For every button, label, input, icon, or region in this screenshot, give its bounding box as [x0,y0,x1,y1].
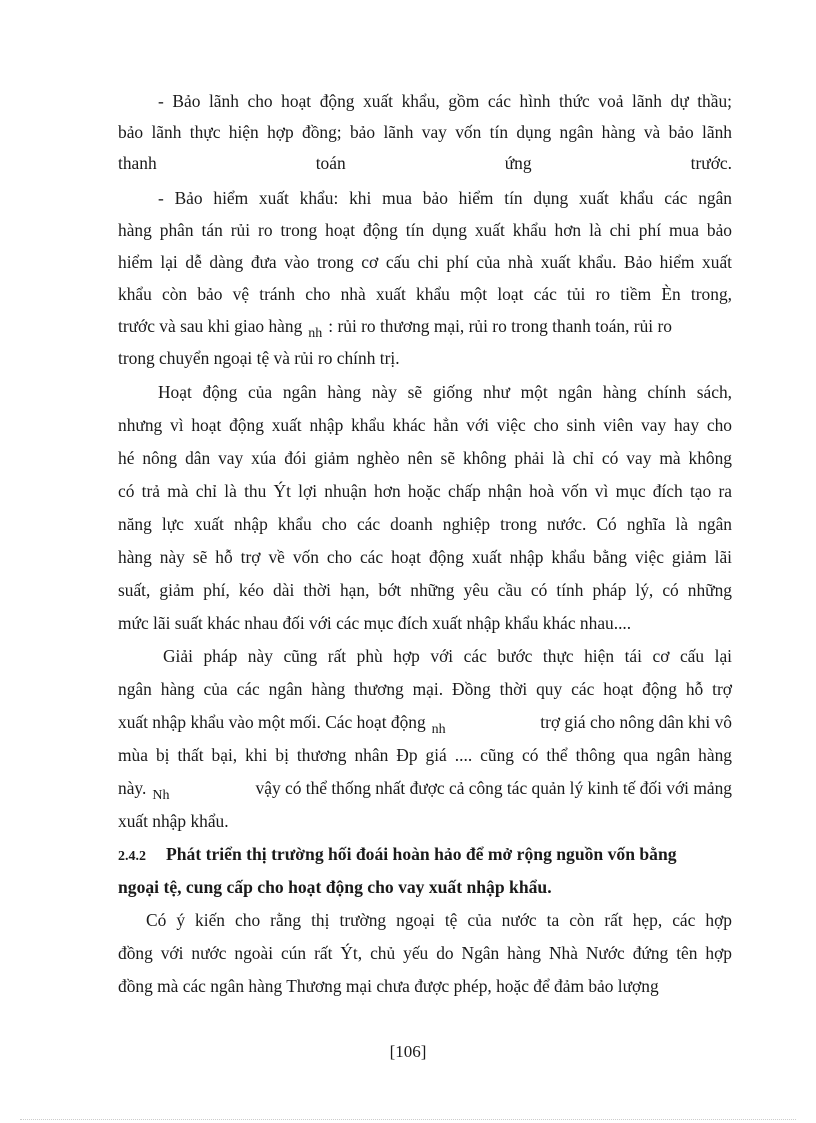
para4-line4: mùa bị thất bại, khi bị thương nhân Ðp giá .... cũng có thể thông qua ngân hàng [118,745,732,765]
para2-line5-sub: nh [308,326,323,341]
para3-line7: suất, giảm phí, kéo dài thời hạn, bớt những yêu cầu có tính pháp lý, có những [118,580,732,600]
para5-line1: Có ý kiến cho rằng thị trường ngoại tệ của nước ta còn rất hẹp, các hợp [146,910,732,930]
section-heading-text: Phát triển thị trường hối đoái hoàn hảo để mở rộng nguồn vốn bằng [166,844,677,864]
para2-line5-text-a: trước và sau khi giao hàng [118,316,303,336]
para2-line1: - Bảo hiểm xuất khẩu: khi mua bảo hiểm tín dụng xuất khẩu các ngân [158,188,732,208]
para3-line8: mức lãi suất khác nhau đối với các mục đích xuất nhập khẩu khác nhau.... [118,613,632,633]
para4-line3-a: xuất nhập khẩu vào một mối. Các hoạt động [118,712,426,732]
para3-line3: hé nông dân vay xúa đói giảm nghèo nên sẽ không phải là chỉ có vay mà không [118,448,732,468]
para2-line4: khẩu còn bảo vệ tránh cho nhà xuất khẩu một loạt các tủi ro tiềm Èn trong, [118,284,732,304]
para3-line2: nhưng vì hoạt động xuất nhập khẩu khác hẳn với việc cho sinh viên vay hay cho [118,415,732,435]
para4-line3-sub: nh [431,722,446,737]
para4-line5 [118,772,732,805]
para4-line1: Giải pháp này cũng rất phù hợp với các bước thực hiện tái cơ cấu lại [163,646,732,666]
para5-line3: đồng mà các ngân hàng Thương mại chưa được phép, hoặc để đảm bảo lượng [118,976,659,996]
para4-line3-text-b: trợ giá cho nông dân khi vô [540,712,732,732]
para4-line5-a: này. [118,778,147,798]
para1-line3-word: ứng [504,153,532,173]
para1-line3 [118,147,732,180]
para4-line2: ngân hàng của các ngân hàng thương mại. Đồng thời quy các hoạt động hỗ trợ [118,679,732,699]
para4-line5-sub: Nh [152,788,170,803]
para2-line5-text-b: : rủi ro thương mại, rủi ro trong thanh toán, rủi ro [328,316,672,336]
para3-line6: hàng này sẽ hỗ trợ về vốn cho các hoạt động xuất nhập khẩu bằng việc giảm lãi [118,547,732,567]
para2-line3: hiểm lại dễ dàng đưa vào trong cơ cấu chi phí của nhà xuất khẩu. Bảo hiểm xuất [118,252,732,272]
section-heading-line1 [118,838,732,871]
para1-line2: bảo lãnh thực hiện hợp đồng; bảo lãnh vay vốn tín dụng ngân hàng và bảo lãnh [118,122,732,142]
section-number: 2.4.2 [118,849,146,864]
para3-line5: năng lực xuất nhập khẩu cho các doanh nghiệp trong nước. Có nghĩa là ngân [118,514,732,534]
para1-line3-word: trước. [690,153,732,173]
para2-line6: trong chuyển ngoại tệ và rủi ro chính trị. [118,348,400,368]
para2-line5 [118,310,732,343]
para2-line2: hàng phân tán rủi ro trong hoạt động tín dụng xuất khẩu hơn là chi phí mua bảo [118,220,732,240]
para4-line3-text-a [118,706,452,739]
para3-line1: Hoạt động của ngân hàng này sẽ giống như một ngân hàng chính sách, [158,382,732,402]
section-heading-line2: ngoại tệ, cung cấp cho hoạt động cho vay xuất nhập khẩu. [118,877,552,897]
page-number: [106] [389,1042,427,1061]
para1-line3-word: thanh [118,153,157,173]
para5-line2: đồng với nước ngoài cún rất Ýt, chủ yếu do Ngân hàng Nhà Nước đứng tên hợp [118,943,732,963]
para4-line5-text-a [118,772,175,805]
para3-line4: có trả mà chỉ là thu Ýt lợi nhuận hơn hoặc chấp nhận hoà vốn vì mục đích tạo ra [118,481,732,501]
para4-line6: xuất nhập khẩu. [118,811,229,831]
page-bottom-divider [20,1119,796,1120]
para4-line5-text-b: vậy có thể thống nhất được cả công tác quản lý kinh tế đối với mảng [255,778,732,798]
para1-line3-word: toán [315,153,346,173]
para4-line3 [118,706,732,739]
para1-line1: - Bảo lãnh cho hoạt động xuất khẩu, gồm các hình thức voả lãnh dự thầu; [158,91,732,111]
